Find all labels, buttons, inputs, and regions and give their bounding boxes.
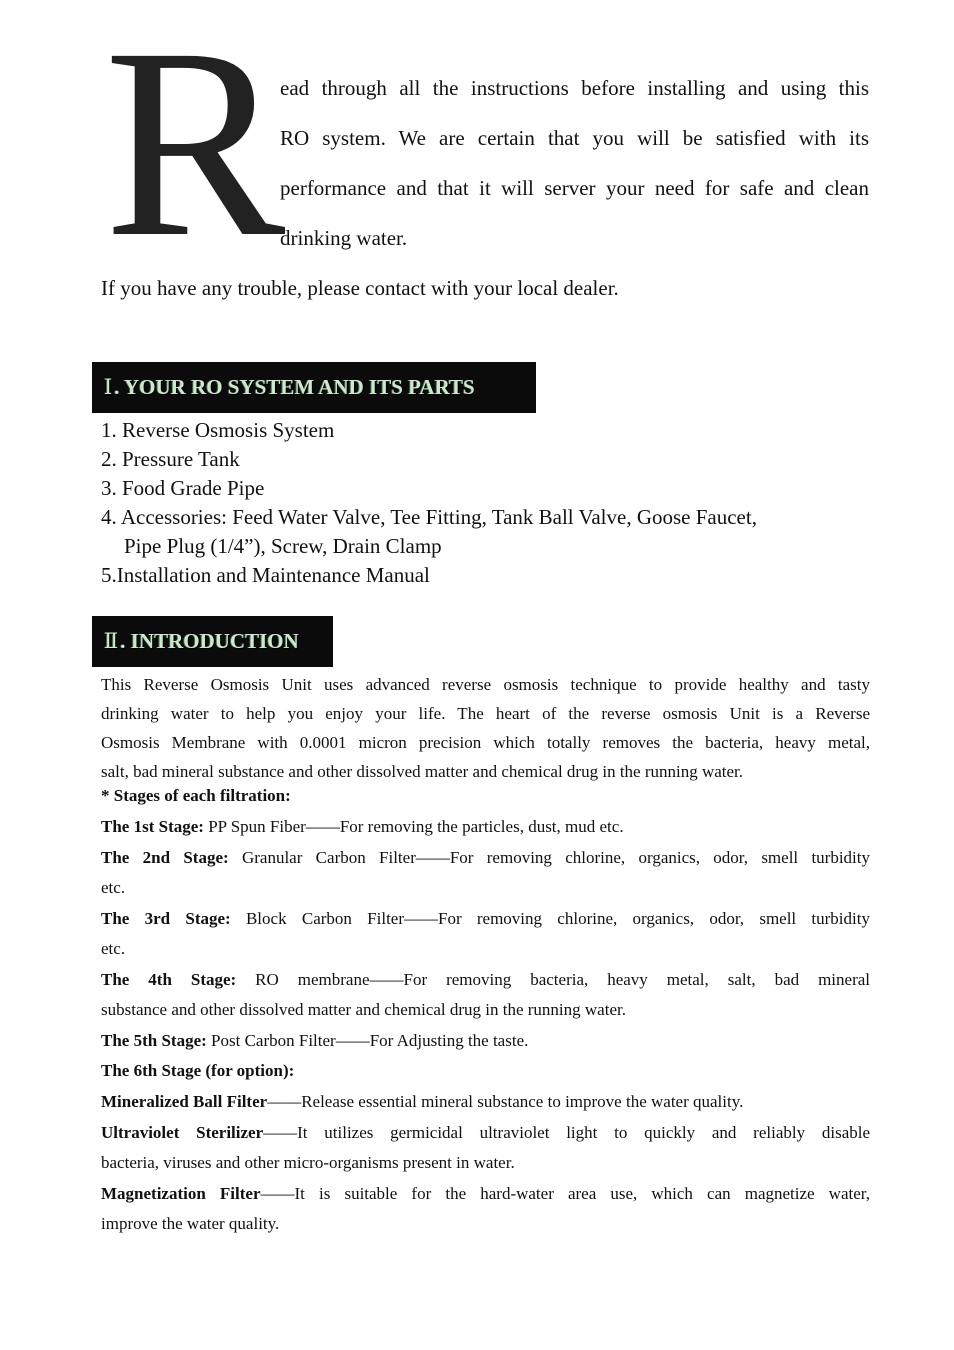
section-numeral: Ⅰ (104, 375, 113, 399)
section-title: . YOUR RO SYSTEM AND ITS PARTS (114, 375, 475, 399)
intro-paragraph (280, 68, 869, 268)
stage-3-continuation: etc. (101, 939, 126, 958)
section-numeral: Ⅱ (104, 629, 119, 653)
list-item: 5.Installation and Maintenance Manual (101, 563, 430, 587)
stage-label: The 2nd Stage: (101, 848, 229, 867)
stage-1 (101, 812, 870, 842)
parts-list (101, 416, 861, 590)
option-text: ——It is suitable for the hard-water area use, which can magnetize water, (260, 1184, 871, 1203)
stage-2-continuation: etc. (101, 878, 126, 897)
option-magnetization (101, 1178, 870, 1209)
section-title: . INTRODUCTION (120, 629, 299, 653)
stages-list (101, 782, 870, 1239)
introduction-paragraph (101, 670, 870, 786)
option-text: ——Release essential mineral substance to improve the water quality. (267, 1092, 744, 1111)
stage-4-continuation: substance and other dissolved matter and chemical drug in the running water. (101, 1000, 626, 1019)
contact-note: If you have any trouble, please contact with your local dealer. (101, 276, 619, 300)
stage-text: Block Carbon Filter——For removing chlorine, organics, odor, smell turbidity (230, 909, 870, 928)
stage-label: The 3rd Stage: (101, 909, 231, 928)
section-heading-parts (92, 362, 536, 413)
option-uv (101, 1117, 870, 1148)
list-item: 2. Pressure Tank (101, 447, 240, 471)
option-magnetization-continuation: improve the water quality. (101, 1214, 280, 1233)
intro-line: RO system. We are certain that you will be satisfied with its (280, 126, 869, 150)
intro-line: ead through all the instructions before installing and using this (280, 76, 869, 100)
option-text: ——It utilizes germicidal ultraviolet light to quickly and reliably disable (263, 1123, 871, 1142)
drop-cap: R (104, 0, 286, 293)
stage-2 (101, 842, 870, 873)
list-item-continuation: Pipe Plug (1/4”), Screw, Drain Clamp (124, 534, 442, 558)
paragraph-line: Osmosis Membrane with 0.0001 micron precision which totally removes the bacteria, heavy metal, (101, 733, 870, 752)
option-mineralized (101, 1086, 870, 1117)
intro-line: performance and that it will server your need for safe and clean (280, 176, 869, 200)
stage-text: RO membrane——For removing bacteria, heavy metal, salt, bad mineral (236, 970, 871, 989)
paragraph-line: This Reverse Osmosis Unit uses advanced reverse osmosis technique to provide healthy and tasty (101, 675, 870, 694)
section-heading-introduction (92, 616, 333, 667)
stage-label: The 5th Stage: (101, 1031, 207, 1050)
list-item: 1. Reverse Osmosis System (101, 418, 335, 442)
option-uv-continuation: bacteria, viruses and other micro-organisms present in water. (101, 1153, 515, 1172)
stage-5 (101, 1025, 870, 1056)
stage-label: The 1st Stage: (101, 817, 204, 836)
option-label: Ultraviolet Sterilizer (101, 1123, 264, 1142)
option-label: Mineralized Ball Filter (101, 1092, 268, 1111)
paragraph-line: salt, bad mineral substance and other dissolved matter and chemical drug in the running water. (101, 762, 744, 781)
stage-text: PP Spun Fiber——For removing the particles, dust, mud etc. (203, 817, 624, 836)
stages-heading: * Stages of each filtration: (101, 786, 291, 805)
intro-line: drinking water. (280, 226, 408, 250)
stage-text: Granular Carbon Filter——For removing chlorine, organics, odor, smell turbidity (228, 848, 870, 867)
paragraph-line: drinking water to help you enjoy your life. The heart of the reverse osmosis Unit is a Reverse (101, 704, 870, 723)
stage-3 (101, 903, 870, 934)
option-label: Magnetization Filter (101, 1184, 261, 1203)
stage-label: The 4th Stage: (101, 970, 237, 989)
stage-text: Post Carbon Filter——For Adjusting the taste. (206, 1031, 529, 1050)
list-item: 3. Food Grade Pipe (101, 476, 265, 500)
stage-6-heading: The 6th Stage (for option): (101, 1061, 295, 1080)
list-item: 4. Accessories: Feed Water Valve, Tee Fitting, Tank Ball Valve, Goose Faucet, (101, 505, 757, 529)
stage-4 (101, 964, 870, 995)
